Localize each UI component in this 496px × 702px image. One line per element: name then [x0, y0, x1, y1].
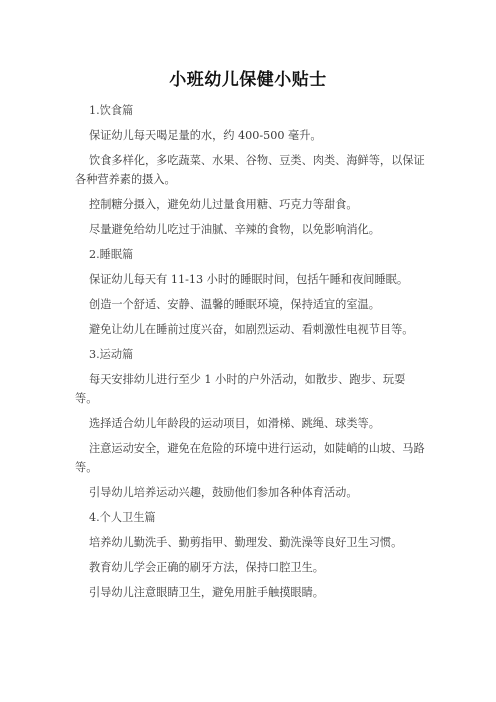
- paragraph: 保证幼儿每天有 11-13 小时的睡眠时间，包括午睡和夜间睡眠。: [89, 273, 409, 286]
- section-heading-exercise: 3.运动篇: [89, 348, 134, 361]
- section-heading-hygiene: 4.个人卫生篇: [89, 511, 156, 524]
- document-title: 小班幼儿保健小贴士: [169, 70, 327, 90]
- paragraph: 饮食多样化，多吃蔬菜、水果、谷物、豆类、肉类、海鲜等，以保证各种营养素的摄入。: [75, 154, 425, 186]
- paragraph: 培养幼儿勤洗手、勤剪指甲、勤理发、勤洗澡等良好卫生习惯。: [89, 536, 403, 549]
- paragraph: 创造一个舒适、安静、温馨的睡眠环境，保持适宜的室温。: [89, 298, 380, 311]
- paragraph: 保证幼儿每天喝足量的水，约 400-500 毫升。: [89, 129, 322, 142]
- paragraph: 每天安排幼儿进行至少 1 小时的户外活动，如散步、跑步、玩耍等。: [75, 373, 406, 405]
- paragraph: 控制糖分摄入，避免幼儿过量食用糖、巧克力等甜食。: [89, 198, 358, 211]
- paragraph: 尽量避免给幼儿吃过于油腻、辛辣的食物，以免影响消化。: [89, 223, 380, 236]
- paragraph: 注意运动安全，避免在危险的环境中进行运动，如陡峭的山坡、马路等。: [75, 442, 425, 474]
- paragraph: 引导幼儿注意眼睛卫生，避免用脏手触摸眼睛。: [89, 586, 324, 599]
- paragraph: 教育幼儿学会正确的刷牙方法，保持口腔卫生。: [89, 561, 324, 574]
- document-body: [75, 101, 426, 608]
- section-heading-sleep: 2.睡眠篇: [89, 248, 134, 261]
- paragraph: 选择适合幼儿年龄段的运动项目，如滑梯、跳绳、球类等。: [89, 417, 380, 430]
- paragraph: 避免让幼儿在睡前过度兴奋，如剧烈运动、看刺激性电视节目等。: [89, 323, 414, 336]
- section-heading-diet: 1.饮食篇: [89, 104, 134, 117]
- paragraph: 引导幼儿培养运动兴趣，鼓励他们参加各种体育活动。: [89, 486, 358, 499]
